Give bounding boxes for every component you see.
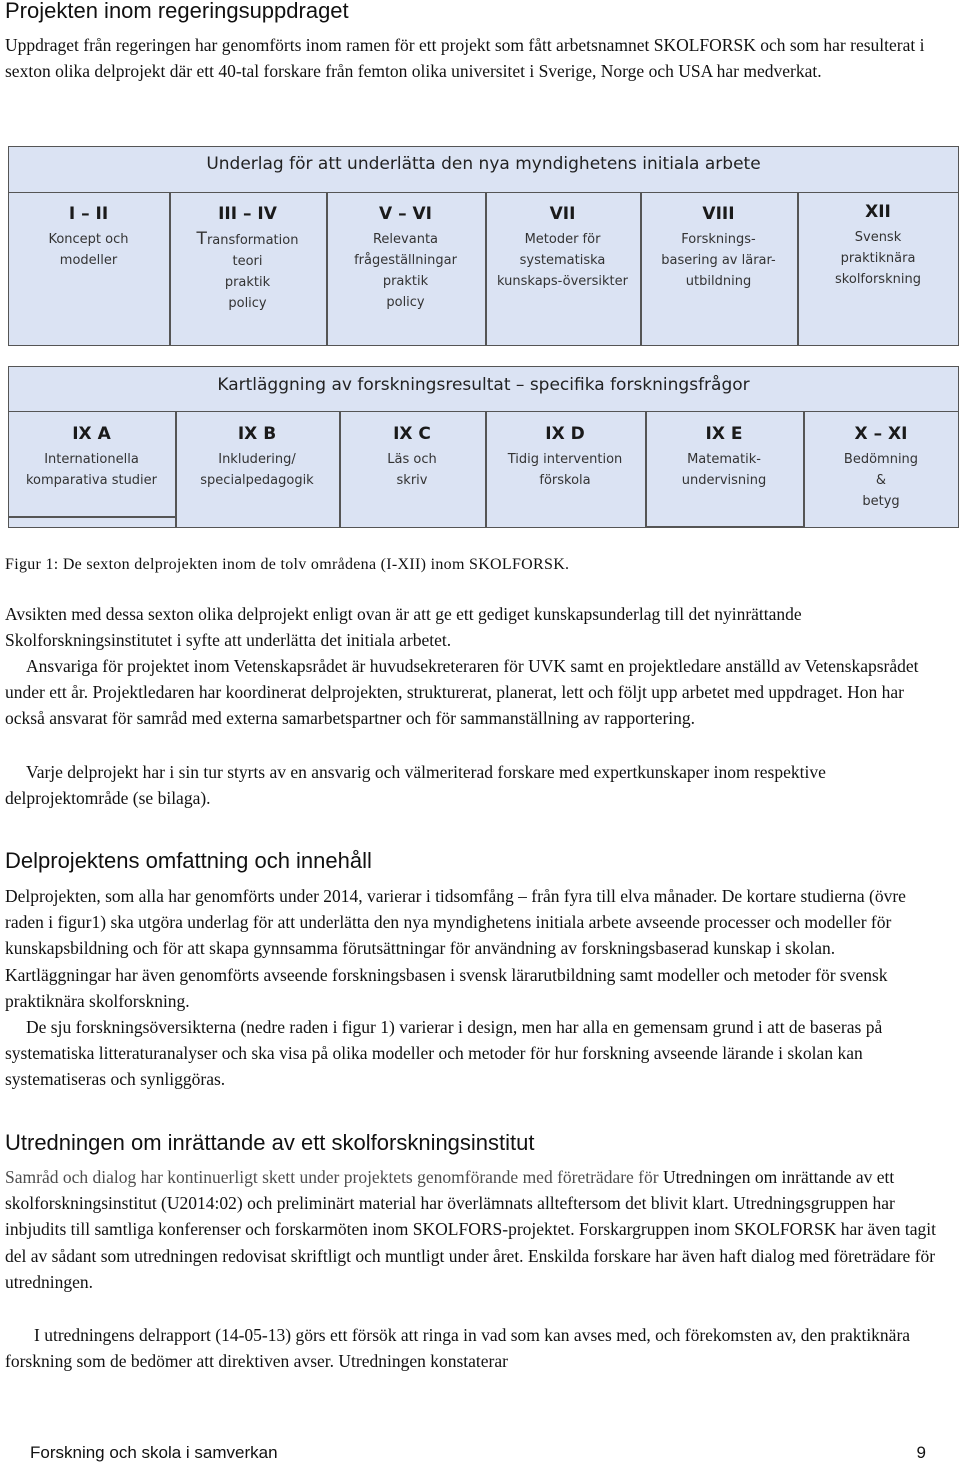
area-line: policy (228, 296, 267, 311)
area-cell-xii (797, 202, 959, 290)
section-heading-scope: Delprojektens omfattning och innehåll (5, 848, 372, 873)
area-cell-ix-a (8, 424, 175, 491)
section-heading-inquiry: Utredningen om inrättande av ett skolforskningsinstitut (5, 1130, 535, 1155)
intro-paragraph: Uppdraget från regeringen har genomförts inom ramen för ett projekt som fått arbetsnamnet SKOLFORSK och som har resulterat i sexton olika delprojekt där ett 40-tal forskare från femton olika universitet i Sverige, Norge och USA har medverkat. (5, 35, 925, 82)
inquiry-rest-text: Utredningen om inrättande av ett skolforskningsinstitut (U2014:02) och preliminärt material har överlämnats allteftersom det blivit klart. Utredningsgruppen har inbjudits till samtliga konferenser och forskarmöten inom SKOLFORS-projektet. Forskargruppen inom SKOLFORSK har även tagit del av sådant som utredningen redovisat skriftligt och muntligt under året. Enskilda forskare har även haft dialog med företrädare för utredningen. (5, 1167, 936, 1292)
area-line: praktik (382, 274, 429, 289)
area-line: Svensk (854, 230, 902, 245)
section-heading-projects: Projekten inom regeringsuppdraget (5, 0, 349, 23)
area-title: XII (865, 202, 891, 222)
area-line: Metoder för (524, 232, 601, 247)
top-title: Underlag för att underlätta den nya myndighetens initiala arbete (206, 154, 761, 174)
area-line: basering av lärar- (661, 253, 776, 268)
area-line: modeller (59, 253, 118, 268)
area-title: IX B (237, 424, 277, 444)
first-rest: ransformation (206, 233, 299, 248)
area-cell-i-ii (8, 204, 169, 271)
area-line: policy (386, 295, 425, 310)
footer-title: Forskning och skola i samverkan (30, 1443, 278, 1462)
area-line: Internationella (44, 452, 139, 467)
area-cell-ix-b (175, 424, 339, 491)
area-line: skolforskning (835, 272, 921, 287)
area-line: Matematik- (687, 452, 761, 467)
area-title: IX E (705, 424, 743, 444)
area-line: systematiska (519, 253, 606, 268)
area-line: frågeställningar (354, 253, 457, 268)
area-line: Inkludering/ (218, 452, 296, 467)
area-line-first (169, 229, 326, 251)
area-line: praktik (224, 275, 271, 290)
paragraph-subprojects: Varje delprojekt har i sin tur styrts av en ansvarig och välmeriterad forskare med expertkunskaper inom respektive delprojektområde (se bilaga). (5, 762, 826, 809)
figure-caption: Figur 1: De sexton delprojekten inom de tolv områdena (I-XII) inom SKOLFORSK. (5, 556, 570, 573)
area-title: I – II (68, 204, 109, 224)
area-line: undervisning (681, 473, 767, 488)
area-line: Bedömning (843, 452, 919, 467)
area-line: skriv (396, 473, 428, 488)
area-line: betyg (862, 494, 900, 509)
area-cell-viii (640, 204, 797, 292)
paragraph-aim: Avsikten med dessa sexton olika delprojekt enligt ovan är att ge ett gediget kunskapsunderlag till det nyinrättande Skolforskningsinstitutet i syfte att underlätta det initiala arbetet. (5, 604, 802, 651)
area-line: Forsknings- (681, 232, 756, 247)
page-number: 9 (916, 1443, 926, 1462)
area-title: VIII (702, 204, 735, 224)
paragraph-inquiry (5, 1164, 940, 1295)
first-letter: T (196, 229, 207, 249)
area-title: IX A (72, 424, 111, 444)
area-cell-vii (485, 204, 640, 292)
area-cell-x-xi (803, 424, 959, 512)
area-cell-ix-c (339, 424, 485, 491)
area-line: kunskaps-översikter (497, 274, 628, 289)
area-line: Koncept och (48, 232, 129, 247)
area-line: Läs och (387, 452, 437, 467)
divider (645, 526, 803, 528)
area-line: förskola (539, 473, 591, 488)
area-cell-iii-iv (169, 204, 326, 314)
paragraph-reviews: De sju forskningsöversikterna (nedre raden i figur 1) varierar i design, men har alla en gemensam grund i att de baseras på systematiska litteraturanalyser och ska visa på olika modeller och metoder för hur forskning avseende lärande i skolan kan systematiseras och synliggöras. (5, 1017, 883, 1090)
area-line: praktiknära (840, 251, 916, 266)
paragraph-scope: Delprojekten, som alla har genomförts under 2014, varierar i tidsomfång – från fyra till elva månader. De kortare studierna (övre raden i figur1) ska utgöra underlag för att underlätta den nya myndighetens initiala arbete avseende processer och modeller för kunskapsbildning och för att skapa gynnsamma förutsättningar för användning av forskningsbaserad kunskap i skolan. Kartläggningar har även genomförts avseende forskningsbasen i svensk lärarutbildning samt modeller och metoder för svensk praktiknära skolforskning. (5, 886, 906, 1011)
area-line: utbildning (685, 274, 752, 289)
area-cell-ix-d (485, 424, 645, 491)
divider (8, 516, 175, 518)
area-title: X – XI (854, 424, 908, 444)
paragraph-interim-report: I utredningens delrapport (14-05-13) görs ett försök att ringa in vad som kan avses med, och förekomsten av, den praktiknära forskning som de bedömer att direktiven avser. Utredningen konstaterar (5, 1325, 911, 1372)
bottom-title: Kartläggning av forskningsresultat – specifika forskningsfrågor (217, 375, 750, 395)
paragraph-responsible: Ansvariga för projektet inom Vetenskapsrådet är huvudsekreteraren för UVK samt en projektledare anställd av Vetenskapsrådet under ett år. Projektledaren har koordinerat delprojekten, strukturerat, planerat, lett och följt upp arbetet med uppdraget. Hon har också ansvarat för samråd med externa samarbetspartner och för sammanställning av rapportering. (5, 656, 919, 729)
area-title: III – IV (218, 204, 277, 224)
area-line: Tidig intervention (507, 452, 623, 467)
area-title: VII (549, 204, 576, 224)
area-line: & (875, 473, 887, 488)
area-line: komparativa studier (25, 473, 158, 488)
area-cell-ix-e (645, 424, 803, 491)
area-line: Relevanta (372, 232, 439, 247)
area-title: V – VI (379, 204, 432, 224)
inquiry-grey-text: Samråd och dialog har kontinuerligt skett under projektets genomförande med företrädare för (5, 1167, 659, 1187)
area-line: teori (232, 254, 263, 269)
area-line: specialpedagogik (200, 473, 314, 488)
area-cell-v-vi (326, 204, 485, 313)
area-title: IX C (393, 424, 431, 444)
area-title: IX D (545, 424, 585, 444)
